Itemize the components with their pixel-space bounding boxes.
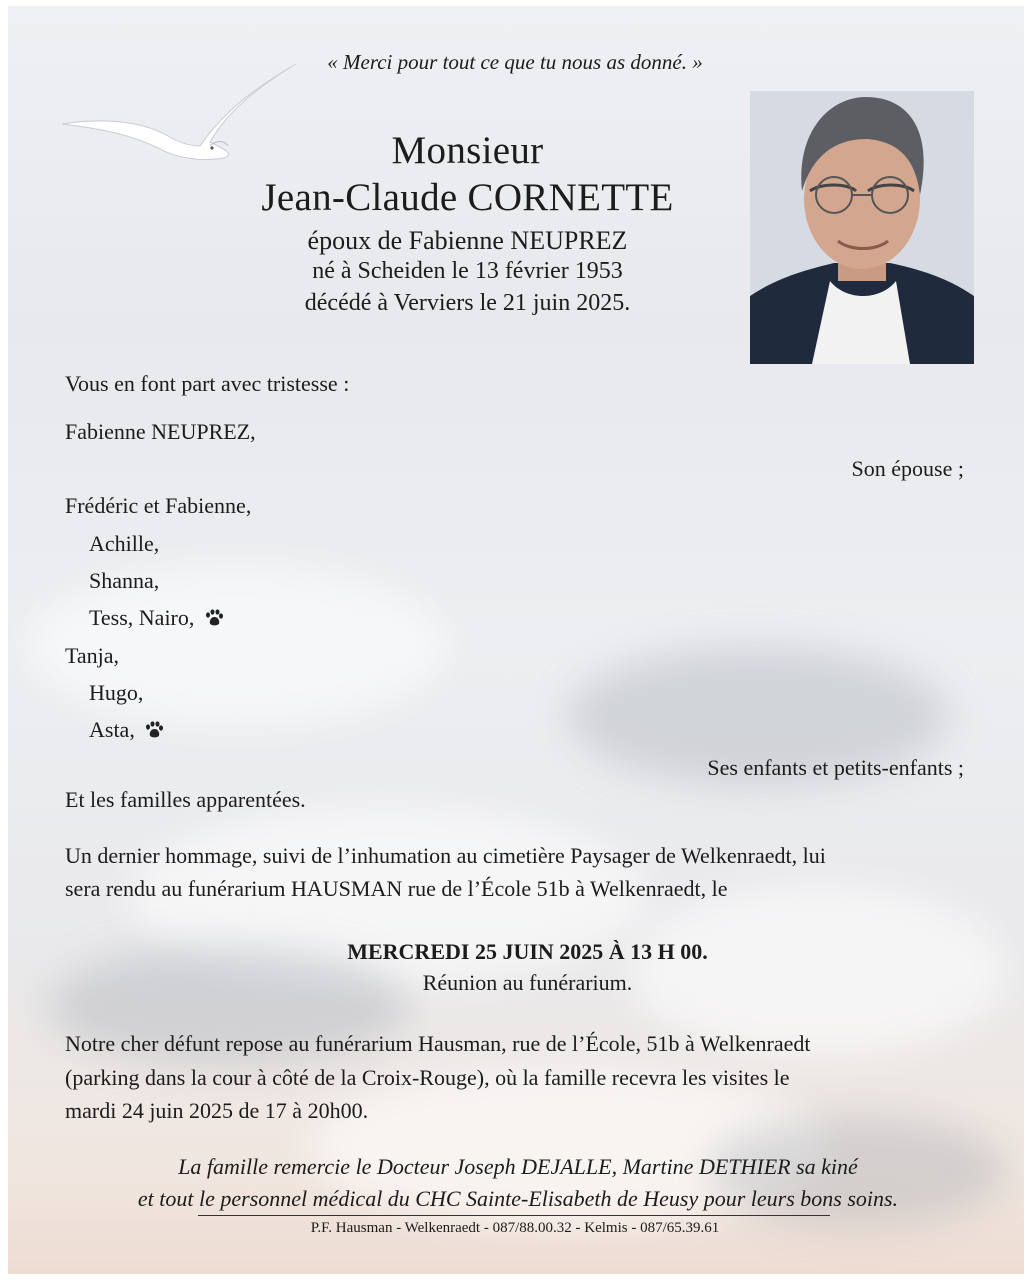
relatives-line: Et les familles apparentées. xyxy=(65,787,306,812)
funeral-home-contact: P.F. Hausman - Welkenraedt - 087/88.00.32 - Kelmis - 087/65.39.61 xyxy=(310,1220,720,1236)
thanks-line: et tout le personnel médical du CHC Sainte-Elisabeth de Heusy pour leurs bons soins. xyxy=(137,1186,899,1211)
title-honorific: Monsieur xyxy=(391,129,544,172)
spouse-role: Son épouse ; xyxy=(851,456,964,481)
announcement-intro: Vous en font part avec tristesse : xyxy=(65,371,350,396)
paw-print-icon xyxy=(144,721,164,739)
visitation-text-line: mardi 24 juin 2025 de 17 à 20h00. xyxy=(65,1098,369,1123)
grandchild-names: Tess, Nairo, xyxy=(89,605,195,630)
footer-divider xyxy=(198,1215,830,1216)
paw-print-icon xyxy=(204,609,224,627)
death-line: décédé à Verviers le 21 juin 2025. xyxy=(304,290,631,316)
thanks-line: La famille remercie le Docteur Joseph DEJALLE, Martine DETHIER sa kiné xyxy=(178,1154,858,1179)
epitaph-quote: « Merci pour tout ce que tu nous as donné. » xyxy=(327,50,703,74)
grandchild-line: Hugo, xyxy=(89,680,144,705)
deceased-name: Jean-Claude CORNETTE xyxy=(261,176,674,219)
grandchild-line: Shanna, xyxy=(89,568,160,593)
child-line: Tanja, xyxy=(65,643,120,668)
spouse-line: époux de Fabienne NEUPREZ xyxy=(307,226,628,255)
spouse-name: Fabienne NEUPREZ, xyxy=(65,419,256,444)
grandchild-names: Asta, xyxy=(89,717,135,742)
ceremony-meeting: Réunion au funérarium. xyxy=(422,970,633,995)
visitation-text-line: (parking dans la cour à côté de la Croix-Rouge), où la famille recevra les visites le xyxy=(65,1065,790,1090)
ceremony-text-line: sera rendu au funérarium HAUSMAN rue de l’École 51b à Welkenraedt, le xyxy=(65,876,728,901)
children-role: Ses enfants et petits-enfants ; xyxy=(707,755,964,780)
child-line: Frédéric et Fabienne, xyxy=(65,493,252,518)
grandchild-line: Achille, xyxy=(89,531,160,556)
portrait-photo xyxy=(750,91,974,364)
visitation-text-line: Notre cher défunt repose au funérarium Hausman, rue de l’École, 51b à Welkenraedt xyxy=(65,1031,811,1056)
birth-line: né à Scheiden le 13 février 1953 xyxy=(312,258,623,284)
ceremony-date: MERCREDI 25 JUIN 2025 À 13 H 00. xyxy=(347,939,708,964)
grandchild-line xyxy=(89,605,224,631)
grandchild-line xyxy=(89,717,164,743)
ceremony-text-line: Un dernier hommage, suivi de l’inhumation au cimetière Paysager de Welkenraedt, lui xyxy=(65,843,826,868)
